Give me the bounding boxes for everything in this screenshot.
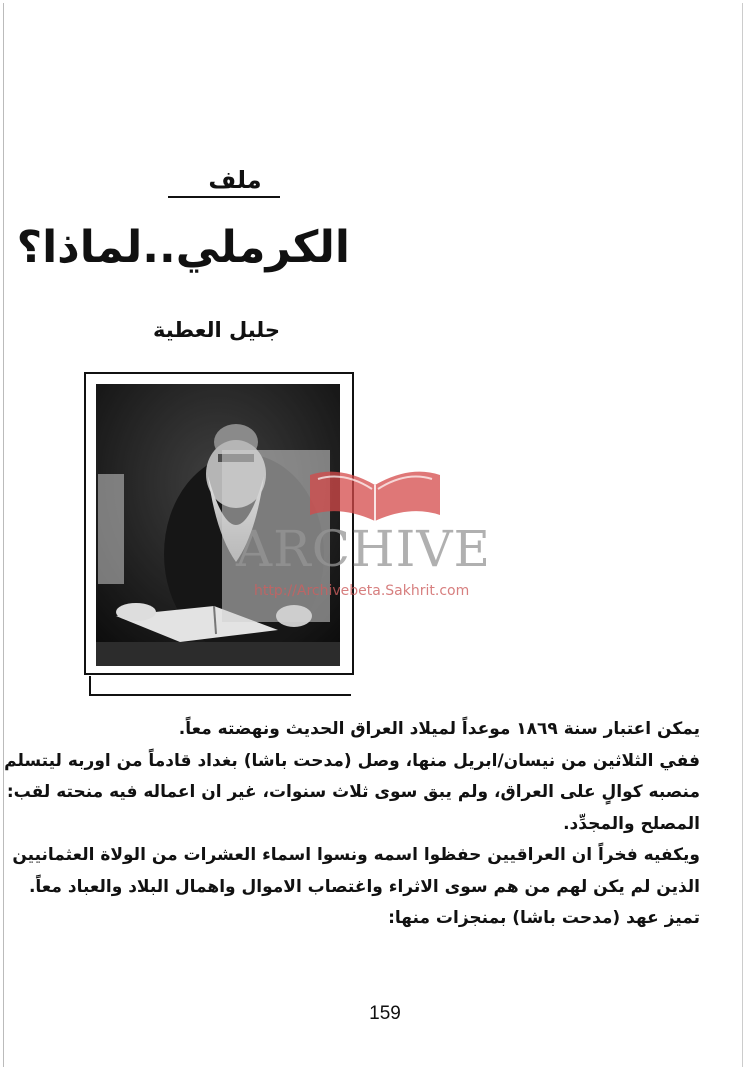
author-name: جليل العطية: [152, 318, 280, 342]
body-line: ويكفيه فخراً ان العراقيين حفظوا اسمه ونسوا اسماء العشرات من الولاة العثمانيين: [12, 845, 700, 865]
watermark-url: http://Archivebeta.Sakhrit.com: [254, 583, 470, 599]
body-line: منصبه كوالٍ على العراق، ولم يبق سوى ثلاث سنوات، غير ان اعماله فيه منحته لقب:: [6, 782, 700, 802]
article-title: الكرملي..لماذا؟: [16, 222, 350, 273]
body-line: ففي الثلاثين من نيسان/ابريل منها، وصل (مدحت باشا) بغداد قادماً من اوربه ليتسلم: [4, 750, 700, 771]
body-line: الذين لم يكن لهم من هم سوى الاثراء واغتصاب الاموال واهمال البلاد والعباد معاً.: [28, 876, 700, 897]
body-line: يمكن اعتبار سنة ١٨٦٩ موعداً لميلاد العراق الحديث ونهضته معاً.: [178, 719, 700, 739]
page-number: 159: [369, 1003, 401, 1024]
body-line: تميز عهد (مدحت باشا) بمنجزات منها:: [388, 908, 700, 928]
watermark-brand: ARCHIVE: [236, 520, 491, 578]
photo-frame-corner: [89, 676, 351, 696]
section-label: ملف: [208, 166, 262, 194]
body-line: المصلح والمجدِّد.: [563, 813, 700, 834]
article-body: [4, 714, 700, 935]
section-underline: [168, 196, 280, 198]
open-book-logo-icon: [300, 455, 450, 525]
